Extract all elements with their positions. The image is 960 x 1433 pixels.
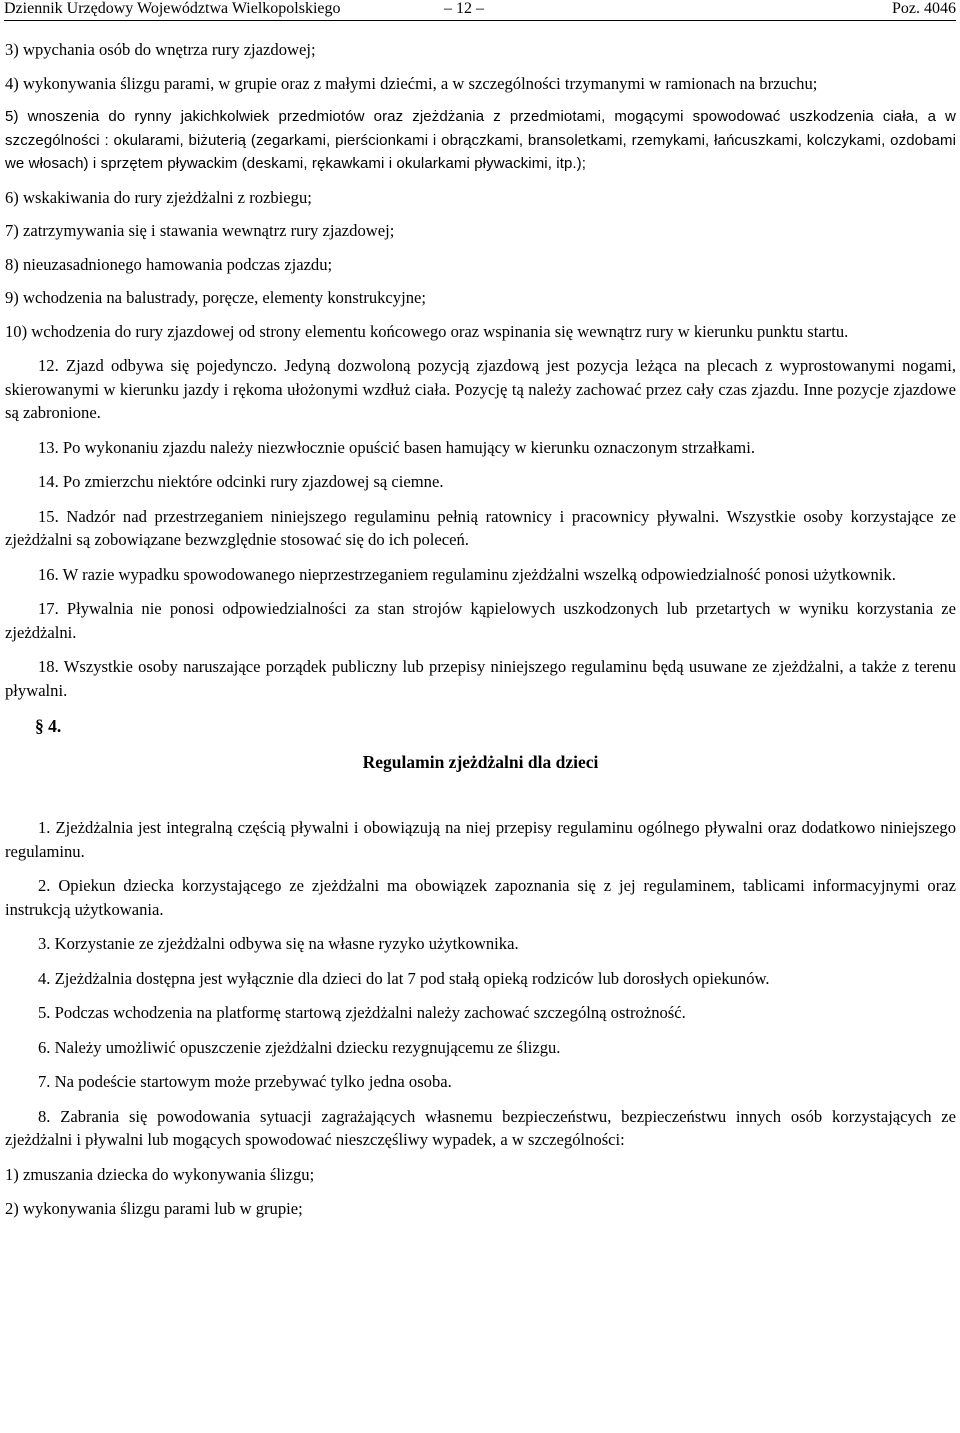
list-item: 5) wnoszenia do rynny jakichkolwiek przedmiotów oraz zjeżdżania z przedmiotami, mogącymi spowodować uszkodzenia ciała, a w szczególności : okularami, biżuterią (zegarkami, pierścionkami i obrączkami, bransoletkami, rzemykami, łańcuszkami, kolczykami, ozdobami we włosach) i sprzętem pływackim (deskami, rękawkami i okularkami pływackimi, itp.); (5, 108, 956, 172)
paragraph: 1. Zjeżdżalnia jest integralną częścią pływalni i obowiązują na niej przepisy regulaminu ogólnego pływalni oraz dodatkowo niniejszego regulaminu. (5, 818, 956, 861)
document-body (5, 38, 956, 1221)
paragraph: 3. Korzystanie ze zjeżdżalni odbywa się na własne ryzyko użytkownika. (38, 934, 519, 953)
journal-title: Dziennik Urzędowy Województwa Wielkopolskiego (4, 0, 341, 17)
paragraph: 18. Wszystkie osoby naruszające porządek publiczny lub przepisy niniejszego regulaminu będą usuwane ze zjeżdżalni, a także z terenu pływalni. (5, 657, 956, 700)
paragraph: 7. Na podeście startowym może przebywać tylko jedna osoba. (38, 1072, 452, 1091)
position-number: Poz. 4046 (892, 0, 956, 17)
paragraph: 14. Po zmierzchu niektóre odcinki rury zjazdowej są ciemne. (38, 472, 444, 491)
section-title: Regulamin zjeżdżalni dla dzieci (362, 751, 599, 772)
paragraph: 15. Nadzór nad przestrzeganiem niniejszego regulaminu pełnią ratownicy i pracownicy pływalni. Wszystkie osoby korzystające ze zjeżdżalni są zobowiązane bezwzględnie stosować się do ich poleceń. (5, 506, 956, 549)
paragraph: 5. Podczas wchodzenia na platformę startową zjeżdżalni należy zachować szczególną ostrożność. (38, 1003, 686, 1022)
list-item: 7) zatrzymywania się i stawania wewnątrz rury zjazdowej; (5, 221, 395, 240)
paragraph: 13. Po wykonaniu zjazdu należy niezwłocznie opuścić basen hamujący w kierunku oznaczonym strzałkami. (38, 437, 755, 457)
paragraph: 17. Pływalnia nie ponosi odpowiedzialności za stan strojów kąpielowych uszkodzonych lub przetartych w wyniku korzystania ze zjeżdżalni. (5, 599, 956, 642)
paragraph: 16. W razie wypadku spowodowanego nieprzestrzeganiem regulaminu zjeżdżalni wszelką odpowiedzialność ponosi użytkownik. (38, 564, 896, 584)
list-item: 2) wykonywania ślizgu parami lub w grupie; (5, 1199, 303, 1218)
paragraph: 4. Zjeżdżalnia dostępna jest wyłącznie dla dzieci do lat 7 pod stałą opieką rodziców lub dorosłych opiekunów. (38, 968, 770, 988)
list-item: 4) wykonywania ślizgu parami, w grupie oraz z małymi dziećmi, a w szczególności trzymanymi w ramionach na brzuchu; (5, 73, 818, 93)
list-item: 3) wpychania osób do wnętrza rury zjazdowej; (5, 40, 316, 59)
paragraph: 8. Zabrania się powodowania sytuacji zagrażających własnemu bezpieczeństwu, bezpieczeństwu innych osób korzystających ze zjeżdżalni i pływalni lub mogących spowodować nieszczęśliwy wypadek, a w szczególności: (5, 1106, 956, 1149)
page-number: – 12 – (444, 0, 484, 17)
paragraph: 2. Opiekun dziecka korzystającego ze zjeżdżalni ma obowiązek zapoznania się z jej regulaminem, tablicami informacyjnymi oraz instrukcją użytkowania. (5, 876, 956, 919)
page-header (4, 0, 956, 21)
paragraph: 6. Należy umożliwić opuszczenie zjeżdżalni dziecku rezygnującemu ze ślizgu. (38, 1037, 561, 1057)
list-item: 1) zmuszania dziecka do wykonywania ślizgu; (5, 1164, 315, 1184)
section-mark: § 4. (35, 716, 62, 736)
paragraph: 12. Zjazd odbywa się pojedynczo. Jedyną dozwoloną pozycją zjazdową jest pozycja leżąca na plecach z wyprostowanymi nogami, skierowanymi w kierunku jazdy i rękoma ułożonymi wzdłuż ciała. Pozycję tą należy zachować przez cały czas zjazdu. Inne pozycje zjazdowe są zabronione. (5, 356, 956, 422)
list-item: 6) wskakiwania do rury zjeżdżalni z rozbiegu; (5, 187, 312, 207)
list-item: 10) wchodzenia do rury zjazdowej od strony elementu końcowego oraz wspinania się wewnątrz rury w kierunku punktu startu. (5, 321, 849, 341)
list-item: 9) wchodzenia na balustrady, poręcze, elementy konstrukcyjne; (5, 288, 426, 307)
list-item: 8) nieuzasadnionego hamowania podczas zjazdu; (5, 254, 333, 274)
